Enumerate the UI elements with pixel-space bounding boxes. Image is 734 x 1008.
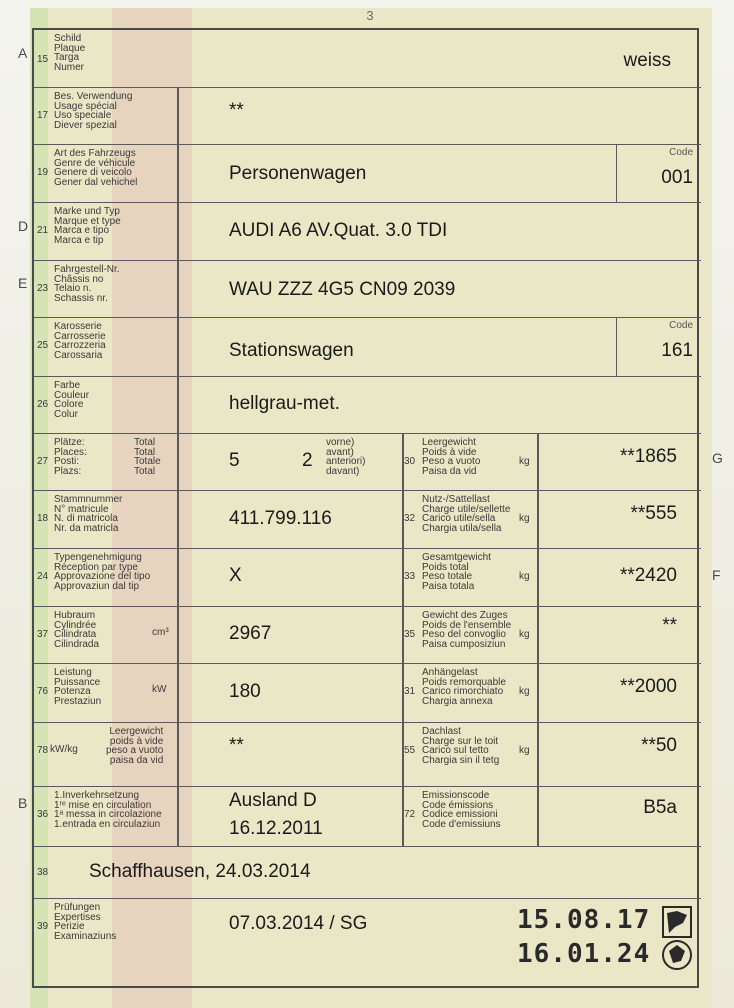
first-registration-date: 16.12.2011 [229, 818, 323, 839]
field-number: 35 [404, 629, 416, 640]
registration-document-page [30, 8, 712, 1008]
field-label: Hubraum Cylindrée Cilindrata Cilindrada [54, 610, 100, 650]
row-78-power-to-weight [34, 723, 701, 787]
field-label: Leergewicht Poids à vide Peso a vuoto Paisa da vid [422, 437, 481, 477]
field-label: 1.Inverkehrsetzung 1ʳᵉ mise en circulation 1ᵃ messa in circolazione 1.entrada en circulaziun [54, 790, 162, 830]
field-number: 38 [37, 867, 49, 878]
field-label: Art des Fahrzeugs Genre de véhicule Genere di veicolo Gener dal vehichel [54, 148, 138, 188]
field-label: Farbe Couleur Colore Colur [54, 380, 90, 420]
canton-seal-icon [657, 905, 697, 975]
unit-label: kg [519, 745, 530, 756]
field-label: Marke und Typ Marque et type Marca e tipo Marca e tip [54, 206, 121, 246]
row-15-plate [34, 30, 701, 88]
field-number: 18 [37, 513, 49, 524]
field-label: Karosserie Carrosserie Carrozzeria Carossaria [54, 321, 106, 361]
field-number: 27 [37, 456, 49, 467]
emission-code-value: B5a [643, 797, 677, 818]
special-use-value: ** [229, 100, 244, 121]
field-label: Gewicht des Zuges Poids de l'ensemble Peso del convoglio Paisa cumposiziun [422, 610, 512, 650]
code-label: Code [669, 320, 693, 331]
row-19-vehicle-type [34, 145, 701, 203]
code-value: 161 [661, 340, 693, 361]
inspection-value: 07.03.2014 / SG [229, 913, 368, 934]
field-number: 78 [37, 745, 49, 756]
inspection-stamp-1: 15.08.17 [517, 905, 651, 935]
field-label: Fahrgestell-Nr. Châssis no Telaio n. Schassis nr. [54, 264, 120, 304]
row-36-first-registration [34, 787, 701, 847]
field-label: Plätze: Places: Posti: Plazs: [54, 437, 87, 477]
chassis-value: WAU ZZZ 4G5 CN09 2039 [229, 279, 456, 300]
margin-letter-g: G [712, 450, 723, 466]
color-value: hellgrau-met. [229, 393, 340, 414]
field-number: 37 [37, 629, 49, 640]
field-label: Prüfungen Expertises Perizie Examinaziuns [54, 902, 117, 942]
unit-label: cm³ [152, 627, 169, 638]
unit-label: kg [519, 629, 530, 640]
field-number: 19 [37, 167, 49, 178]
unit-label: kg [519, 513, 530, 524]
field-label: Leergewicht poids à vide peso a vuoto paisa da vid [106, 726, 164, 766]
margin-letter-d: D [18, 218, 29, 234]
field-number: 25 [37, 340, 49, 351]
row-18-master-number [34, 491, 701, 549]
unit-label: kg [519, 456, 530, 467]
field-number: 72 [404, 809, 416, 820]
type-approval-value: X [229, 565, 242, 586]
vehicle-type-value: Personenwagen [229, 163, 367, 184]
roof-load-value: **50 [641, 735, 677, 756]
seats-total-value: 5 [229, 450, 240, 471]
field-label: Emissionscode Code émissions Codice emissioni Code d'emissiuns [422, 790, 501, 830]
field-label: Stammnummer N° matricule N. di matricola Nr. da matricla [54, 494, 123, 534]
field-number: 30 [404, 456, 416, 467]
field-number: 15 [37, 54, 49, 65]
plate-value: weiss [623, 50, 671, 71]
master-number-value: 411.799.116 [229, 508, 332, 529]
row-26-color [34, 377, 701, 434]
margin-letter-e: E [18, 275, 28, 291]
gross-weight-value: **2420 [619, 565, 677, 586]
empty-weight-value: **1865 [619, 446, 677, 467]
field-label: Bes. Verwendung Usage spécial Uso speciale Diever spezial [54, 91, 133, 131]
field-number: 76 [37, 686, 49, 697]
margin-letter-f: F [712, 567, 721, 583]
row-37-displacement [34, 607, 701, 664]
field-number: 33 [404, 571, 416, 582]
field-label: Anhängelast Poids remorquable Carico rimorchiato Chargia annexa [422, 667, 506, 707]
row-38-place-date [34, 847, 701, 899]
body-value: Stationswagen [229, 340, 354, 361]
body-code-box [616, 318, 701, 377]
row-23-chassis [34, 261, 701, 318]
field-number: 17 [37, 110, 49, 121]
field-number: 36 [37, 809, 49, 820]
vehicle-type-code-box [616, 145, 701, 203]
row-21-make-model [34, 203, 701, 261]
field-label: Leistung Puissance Potenza Prestaziun [54, 667, 102, 707]
row-27-seats [34, 434, 701, 491]
field-number: 24 [37, 571, 49, 582]
field-number: 32 [404, 513, 416, 524]
field-label: Schild Plaque Targa Numer [54, 33, 86, 73]
seats-front-value: 2 [302, 450, 313, 471]
make-model-value: AUDI A6 AV.Quat. 3.0 TDI [229, 220, 448, 241]
first-registration-origin: Ausland D [229, 790, 317, 811]
inspection-stamp-2: 16.01.24 [517, 939, 651, 969]
field-number: 39 [37, 921, 49, 932]
train-weight-value: ** [662, 615, 677, 636]
field-number: 21 [37, 225, 49, 236]
issue-place-date-value: Schaffhausen, 24.03.2014 [89, 861, 311, 882]
power-value: 180 [229, 681, 261, 702]
row-76-power [34, 664, 701, 723]
form-frame [32, 28, 699, 988]
row-25-body [34, 318, 701, 377]
unit-label: kg [519, 571, 530, 582]
code-label: Code [669, 147, 693, 158]
field-number: 31 [404, 686, 416, 697]
field-label-total: Total Total Totale Total [134, 437, 161, 477]
row-24-type-approval [34, 549, 701, 607]
code-value: 001 [661, 167, 693, 188]
trailer-load-value: **2000 [619, 676, 677, 697]
seats-front-label: vorne) avant) anteriori) davant) [326, 437, 366, 477]
field-label: Dachlast Charge sur le toit Carico sul tetto Chargia sin il tetg [422, 726, 500, 766]
displacement-value: 2967 [229, 623, 272, 644]
row-17-special-use [34, 88, 701, 145]
field-number: 23 [37, 283, 49, 294]
field-label-unit: kW/kg [50, 744, 78, 755]
field-label: Nutz-/Sattellast Charge utile/sellette Carico utile/sella Chargia utila/sella [422, 494, 511, 534]
unit-label: kW [152, 684, 167, 695]
field-number: 26 [37, 399, 49, 410]
field-label: Gesamtgewicht Poids total Peso totale Paisa totala [422, 552, 491, 592]
row-39-inspections [34, 899, 701, 990]
field-label: Typengenehmigung Réception par type Approvazione del tipo Approvaziun dal tip [54, 552, 151, 592]
field-number: 55 [404, 745, 416, 756]
page-number: 3 [366, 8, 374, 23]
margin-letter-b: B [18, 795, 28, 811]
margin-letter-a: A [18, 45, 28, 61]
unit-label: kg [519, 686, 530, 697]
payload-value: **555 [630, 503, 677, 524]
power-to-weight-value: ** [229, 735, 244, 756]
